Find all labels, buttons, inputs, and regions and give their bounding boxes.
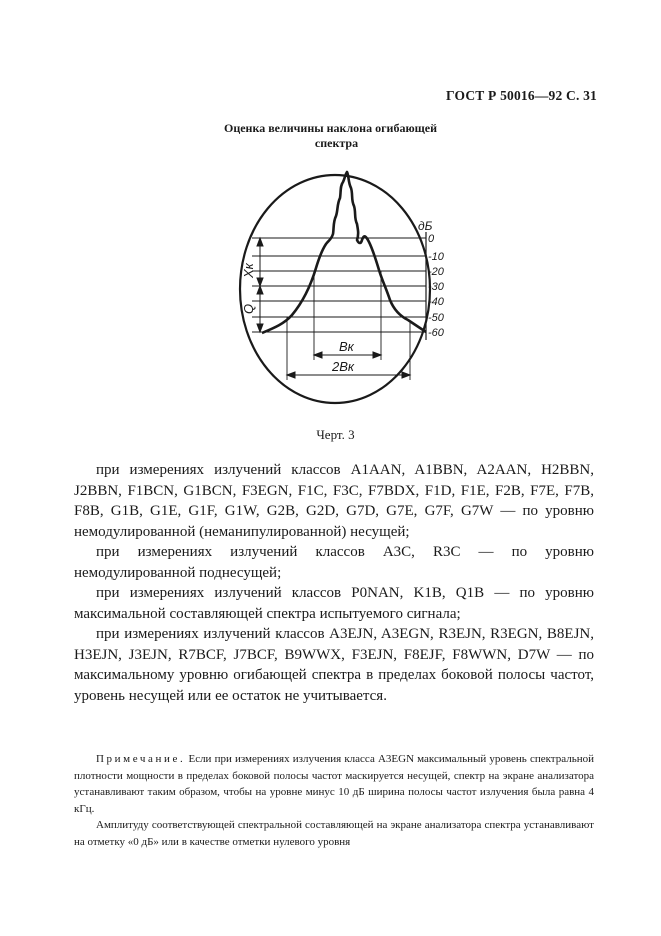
level-labels <box>428 233 445 339</box>
bk-label: Bк <box>339 339 354 354</box>
level-label-0: 0 <box>428 233 435 245</box>
paragraph-1: при измерениях излучений классов A1AAN, A1BBN, A2AAN, H2BBN, J2BBN, F1BCN, G1BCN, F3EGN, F1C, F3C, F7BDX, F1D, F1E, F2B, F7E, F7B, F8B, G1B, G1E, G1F, G1W, G2B, G2D, G7D, G7E, G7F, G7W — по уровню немодулированной (неманипулированной) несущей; <box>74 462 594 540</box>
body-text <box>74 460 594 706</box>
left-dimensions <box>257 238 263 332</box>
2bk-arrow-left <box>287 372 295 378</box>
q-label: Q <box>241 303 256 314</box>
note-block <box>74 751 594 850</box>
paragraph-3: при измерениях излучений классов P0NAN, K1B, Q1B — по уровню максимальной составляющей спектра испытуемого сигнала; <box>74 585 594 622</box>
note-text: Если при измерениях излучения класса A3EGN максимальный уровень спектральной плотности мощности в пределах боковой полосы частот маскируется несущей, спектр на экране анализатора устанавливают таким образом, чтобы на уровне минус 10 дБ ширина полосы частот излучения была равна 4 кГц. <box>74 753 595 815</box>
level-label-30: -30 <box>428 281 444 293</box>
note-label: Примечание. <box>96 753 186 765</box>
spectrum-envelope-curve <box>262 172 426 333</box>
2bk-arrow-right <box>402 372 410 378</box>
spectrum-envelope-diagram <box>230 170 444 408</box>
level-label-60: -60 <box>428 327 444 339</box>
level-label-50: -50 <box>428 312 444 324</box>
q-arrow-top <box>257 286 263 294</box>
level-label-40: -40 <box>428 296 444 308</box>
note-paragraph-2: Амплитуду соответствующей спектральной составляющей на экране анализатора спектра устанавливают на отметку «0 дБ» или в качестве отметки нулевого уровня <box>74 819 594 848</box>
figure-title <box>0 121 661 151</box>
xk-label: Xк <box>241 263 256 278</box>
level-label-10: -10 <box>428 251 444 263</box>
bk-arrow-left <box>314 352 322 358</box>
db-unit-label: дБ <box>418 219 433 233</box>
figure-title-line1: Оценка величины наклона огибающей <box>223 121 438 135</box>
page-header: ГОСТ Р 50016—92 С. 31 <box>446 88 597 103</box>
level-lines <box>252 238 426 332</box>
figure-caption: Черт. 3 <box>316 427 355 442</box>
level-label-20: -20 <box>428 266 444 278</box>
paragraph-4: при измерениях излучений классов A3EJN, A3EGN, R3EJN, R3EGN, B8EJN, H3EJN, J3EJN, R7BCF, J7BCF, B9WWX, F3EJN, F8EJF, F8WWN, D7W — по максимальному уровню огибающей спектра в пределах боковой полосы частот, уровень несущей или ее остаток не учитывается. <box>74 626 594 704</box>
bk-arrow-right <box>373 352 381 358</box>
xk-arrow-top <box>257 238 263 246</box>
2bk-label: 2Bк <box>332 359 355 374</box>
figure-title-line2: спектра <box>314 136 359 150</box>
note-paragraph-1 <box>74 751 594 817</box>
paragraph-2: при измерениях излучений классов A3C, R3C — по уровню немодулированной поднесущей; <box>74 544 594 581</box>
q-arrow-bottom <box>257 324 263 332</box>
